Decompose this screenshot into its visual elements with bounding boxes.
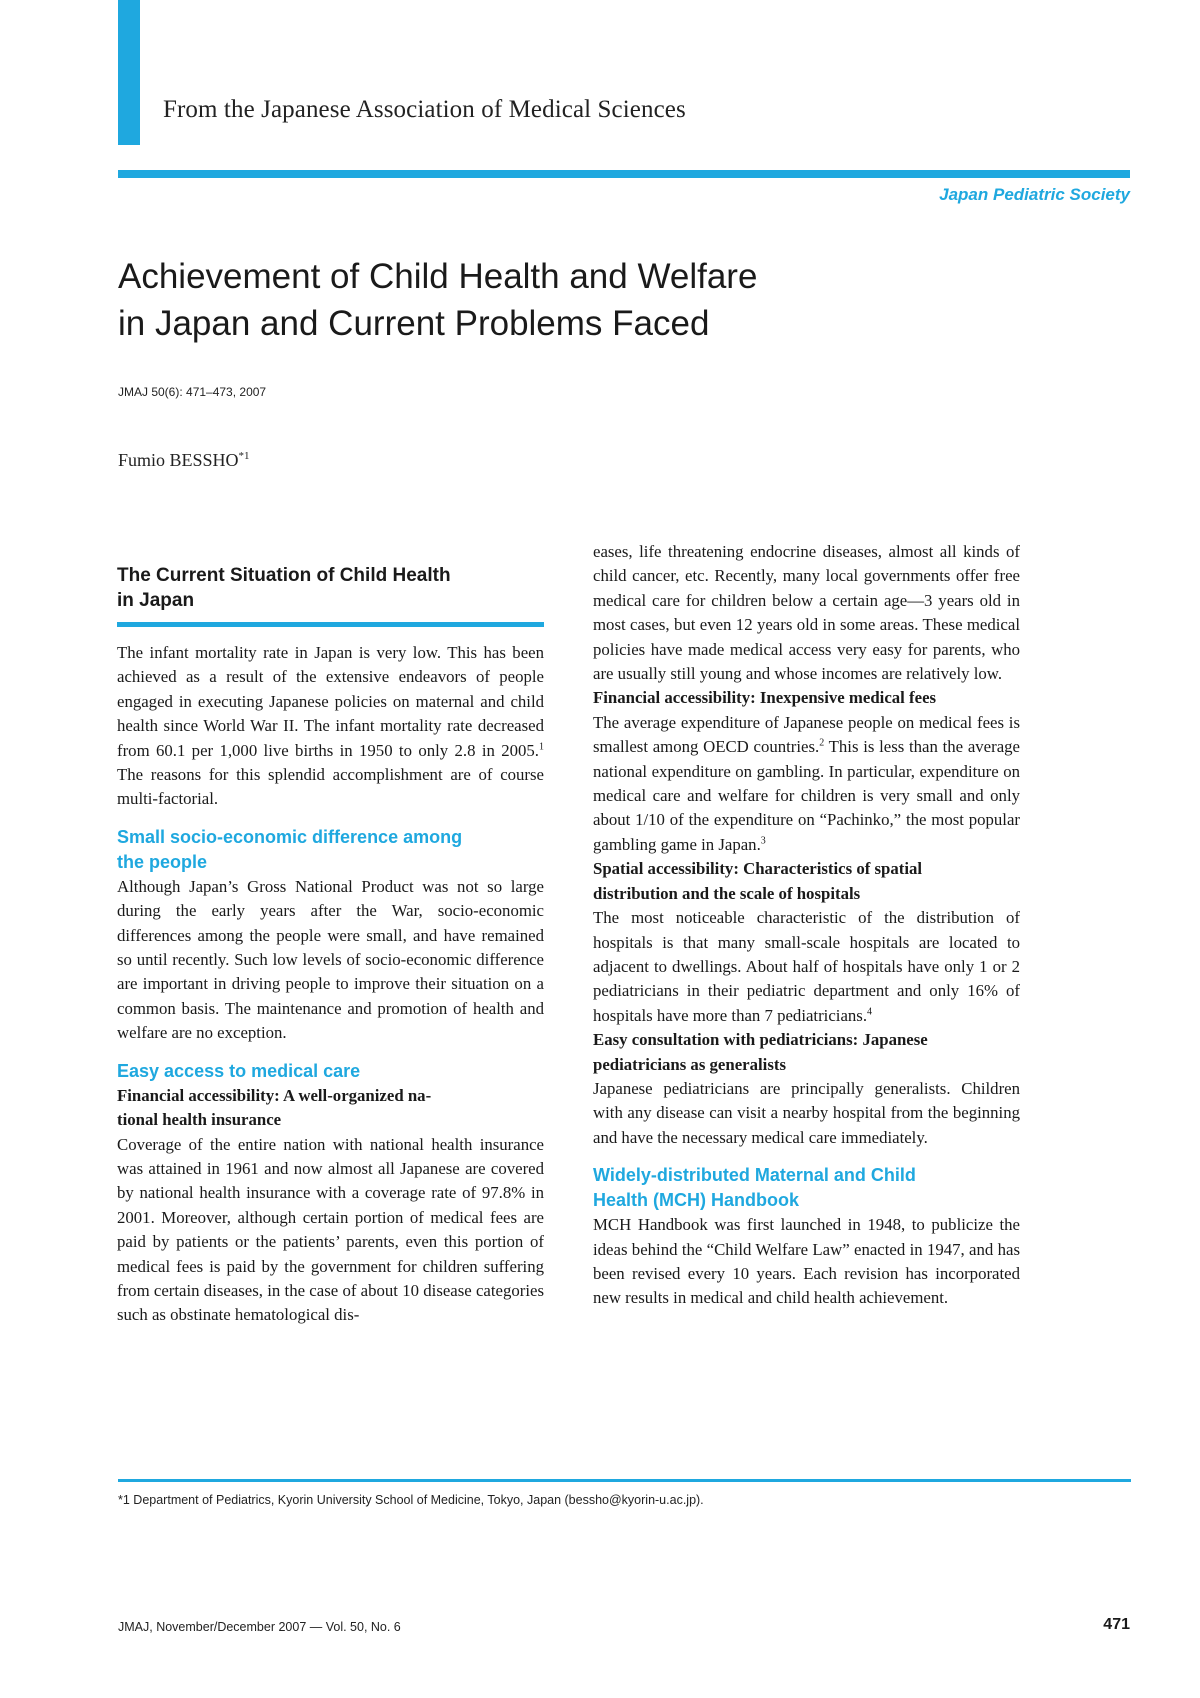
minor-heading-line2: tional health insurance bbox=[117, 1110, 282, 1130]
paragraph: eases, life threatening endocrine diseases, almost all kinds of child cancer, etc. Recently, many local governments offer free medical care for children below a certain age—3 years old in most cases, but even 12 years old in some areas. These medical policies have made medical access very easy for parents, who are usually still young and whose incomes are relatively low. bbox=[593, 542, 1020, 684]
reference-mark: 4 bbox=[867, 1006, 873, 1018]
paragraph bbox=[593, 711, 1020, 857]
paragraph bbox=[593, 906, 1020, 1028]
paragraph bbox=[117, 641, 544, 812]
paragraph-text: The reasons for this splendid accomplishment are of course multi-factorial. bbox=[117, 765, 544, 809]
subsection-title-line1: Widely-distributed Maternal and Child bbox=[593, 1165, 916, 1186]
paragraph: MCH Handbook was first launched in 1948, to publicize the ideas behind the “Child Welfare Law” enacted in 1947, and has been revised every 10 years. Each revision has incorporated new results in medical and child health achievement. bbox=[593, 1215, 1020, 1308]
society-label: Japan Pediatric Society bbox=[939, 185, 1130, 204]
citation: JMAJ 50(6): 471–473, 2007 bbox=[118, 385, 267, 399]
subsection-title: Easy access to medical care bbox=[117, 1060, 361, 1081]
paragraph-text: The most noticeable characteristic of the distribution of hospitals is that many small-scale hospitals are located to adjacent to dwellings. About half of hospitals have only 1 or 2 pediatricians in their pediatric department and only 16% of hospitals have more than 7 pediatricians. bbox=[593, 908, 1020, 1025]
subsection-title-line2: Health (MCH) Handbook bbox=[593, 1190, 799, 1211]
left-column bbox=[117, 563, 544, 1328]
minor-heading-line1: Spatial accessibility: Characteristics of spatial bbox=[593, 859, 923, 879]
paragraph-text: The average expenditure of Japanese people on medical fees is smallest among OECD countries. bbox=[593, 712, 1020, 757]
minor-heading-line2: distribution and the scale of hospitals bbox=[593, 883, 861, 903]
minor-heading bbox=[117, 1084, 544, 1133]
subsection-title-line1: Small socio-economic difference among bbox=[117, 826, 463, 847]
footnote bbox=[118, 1493, 704, 1507]
page-number: 471 bbox=[1103, 1616, 1130, 1633]
author-line bbox=[118, 450, 250, 471]
section-title-line1: The Current Situation of Child Health bbox=[117, 565, 451, 586]
subsection-title-line2: the people bbox=[117, 851, 208, 872]
section-title-line2: in Japan bbox=[117, 590, 195, 611]
paragraph-text: The infant mortality rate in Japan is very low. This has been achieved as a result of the extensive endeavors of people engaged in executing Japanese policies on maternal and child health since World War II. The infant mortality rate decreased from 60.1 per 1,000 live births in 1950 to only 2.8 in 2005. bbox=[117, 643, 544, 760]
header-accent-bar bbox=[118, 0, 140, 145]
footnote-rule bbox=[118, 1479, 1131, 1482]
minor-heading bbox=[593, 1028, 1020, 1077]
reference-mark: 1 bbox=[539, 741, 544, 753]
article-title bbox=[118, 253, 1018, 347]
minor-heading-line2: pediatricians as generalists bbox=[593, 1054, 786, 1074]
paragraph: Japanese pediatricians are principally generalists. Children with any disease can visit a nearby hospital from the beginning and have the necessary medical care immediately. bbox=[593, 1078, 1020, 1147]
reference-mark: 3 bbox=[760, 835, 766, 847]
reference-mark: 2 bbox=[819, 737, 825, 749]
article-title-line1: Achievement of Child Health and Welfare bbox=[118, 257, 758, 296]
footnote-text: Department of Pediatrics, Kyorin University School of Medicine, Tokyo, Japan (bessho@kyorin-u.ac.jp). bbox=[129, 1493, 704, 1507]
association-heading: From the Japanese Association of Medical Sciences bbox=[163, 96, 686, 123]
header-rule bbox=[118, 170, 1130, 178]
section-title bbox=[117, 563, 544, 613]
subsection-title bbox=[593, 1163, 1020, 1213]
section-rule bbox=[117, 622, 544, 627]
paragraph: Although Japan’s Gross National Product was not so large during the early years after the War, socio-economic differences among the people were small, and have remained so until recently. Such low levels of socio-economic difference are important in driving people to improve their situation on a common basis. The maintenance and promotion of health and welfare are no exception. bbox=[117, 876, 544, 1043]
article-title-line2: in Japan and Current Problems Faced bbox=[118, 304, 710, 343]
right-column bbox=[593, 540, 1020, 1311]
paragraph-text: This is less than the average national expenditure on gambling. In particular, expenditure on medical care and welfare for children is very small and only about 1/10 of the expenditure on “Pachinko,” the most popular gambling game in Japan. bbox=[593, 737, 1020, 854]
subsection-title bbox=[117, 825, 544, 875]
minor-heading-line1: Financial accessibility: A well-organized na- bbox=[117, 1085, 432, 1105]
minor-heading: Financial accessibility: Inexpensive medical fees bbox=[593, 688, 937, 708]
journal-footer: JMAJ, November/December 2007 — Vol. 50, No. 6 bbox=[118, 1620, 401, 1634]
author-affiliation-mark: *1 bbox=[238, 450, 250, 462]
paragraph: Coverage of the entire nation with national health insurance was attained in 1961 and now almost all Japanese are covered by national health insurance with a coverage rate of 97.8% in 2001. Moreover, although certain portion of medical fees are paid by patients or the patients’ parents, even this portion of medical fees is paid by the government for children suffering from certain diseases, in the case of about 10 disease categories such as obstinate hematological dis- bbox=[117, 1134, 544, 1325]
minor-heading bbox=[593, 857, 1020, 906]
author-name: Fumio BESSHO bbox=[118, 450, 239, 470]
footnote-mark: *1 bbox=[118, 1493, 130, 1507]
minor-heading-line1: Easy consultation with pediatricians: Japanese bbox=[593, 1030, 928, 1050]
